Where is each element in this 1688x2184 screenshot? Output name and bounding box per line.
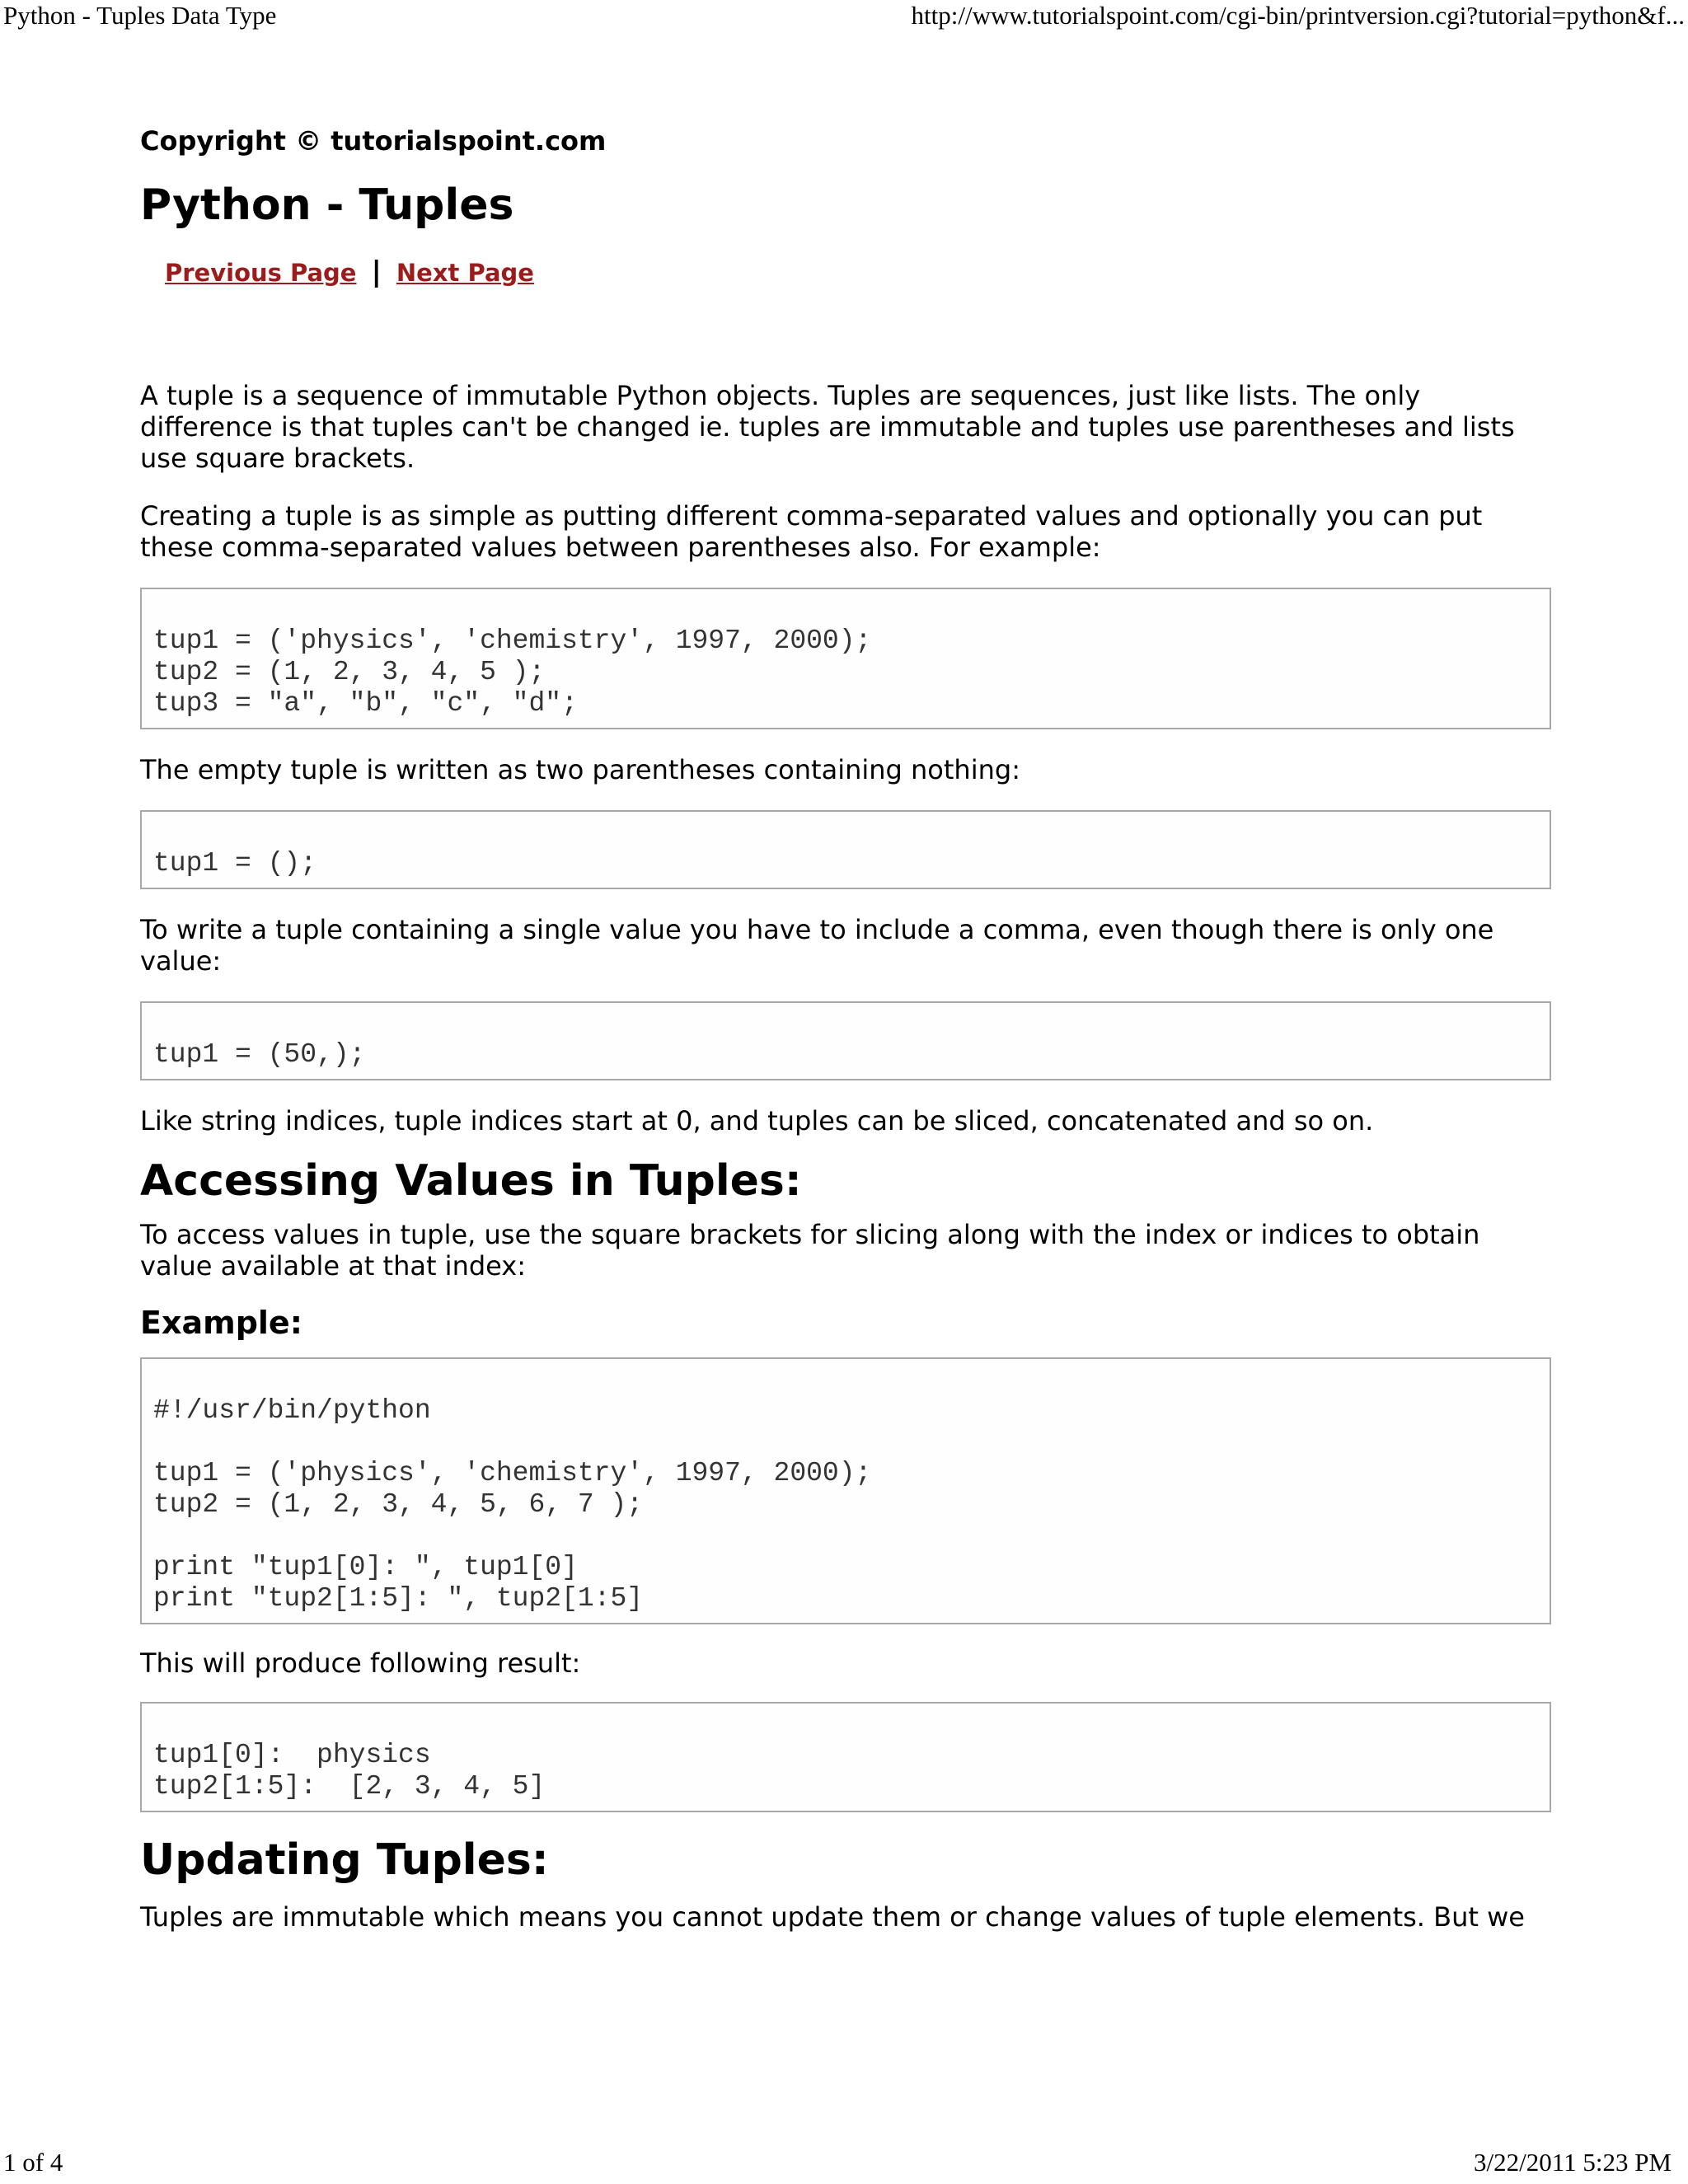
heading-updating-tuples: Updating Tuples: [140,1835,549,1885]
page-title: Python - Tuples [140,180,514,230]
access-paragraph: To access values in tuple, use the square brackets for slicing along with the index or indices to obtain value available at that index: [140,1219,1480,1282]
empty-tuple-paragraph: The empty tuple is written as two parentheses containing nothing: [140,754,1020,785]
heading-example: Example: [140,1305,302,1341]
copyright-notice: Copyright © tutorialspoint.com [140,125,607,157]
code-block-empty: tup1 = (); [140,810,1551,889]
page-navigation [165,255,1551,288]
intro-paragraph: A tuple is a sequence of immutable Python objects. Tuples are sequences, just like lists. The only difference is that tuples can't be changed ie. tuples are immutable and tuples use parentheses and lists use square brackets. [140,380,1515,474]
result-paragraph: This will produce following result: [140,1647,581,1679]
print-datetime: 3/22/2011 5:23 PM [1474,2148,1672,2177]
previous-page-link[interactable]: Previous Page [165,259,357,287]
single-value-paragraph: To write a tuple containing a single value you have to include a comma, even though there is only one value: [140,914,1494,977]
update-paragraph: Tuples are immutable which means you cannot update them or change values of tuple elements. But we [140,1901,1525,1933]
page-content [140,122,1551,1933]
code-block-output: tup1[0]: physics tup2[1:5]: [2, 3, 4, 5] [140,1702,1551,1812]
print-header [0,0,1688,33]
nav-separator: | [371,255,382,288]
indices-paragraph: Like string indices, tuple indices start at 0, and tuples can be sliced, concatenated and so on. [140,1105,1374,1137]
print-header-title: Python - Tuples Data Type [3,1,277,30]
next-page-link[interactable]: Next Page [396,259,534,287]
print-footer [0,2147,1688,2180]
code-block-single: tup1 = (50,); [140,1001,1551,1080]
page-number: 1 of 4 [3,2148,63,2177]
print-header-url: http://www.tutorialspoint.com/cgi-bin/printversion.cgi?tutorial=python&f... [911,1,1685,30]
heading-accessing-values: Accessing Values in Tuples: [140,1156,802,1206]
creating-paragraph: Creating a tuple is as simple as putting different comma-separated values and optionally you can put these comma-separated values between parentheses also. For example: [140,500,1483,563]
code-block-example: #!/usr/bin/python tup1 = ('physics', 'chemistry', 1997, 2000); tup2 = (1, 2, 3, 4, 5, 6, 7 ); print "tup1[0]: ", tup1[0] print "tup2[1:5]: ", tup2[1:5] [140,1357,1551,1624]
code-block-create: tup1 = ('physics', 'chemistry', 1997, 2000); tup2 = (1, 2, 3, 4, 5 ); tup3 = "a", "b", "c", "d"; [140,588,1551,729]
